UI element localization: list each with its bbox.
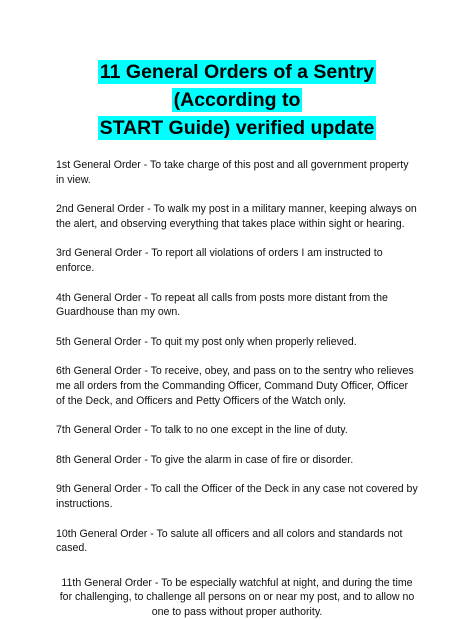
general-order-4: 4th General Order - To repeat all calls from posts more distant from the Guardhouse than my own. xyxy=(56,291,388,319)
general-order-8: 8th General Order - To give the alarm in case of fire or disorder. xyxy=(56,453,354,466)
general-order-7: 7th General Order - To talk to no one except in the line of duty. xyxy=(56,424,348,437)
general-order-6: 6th General Order - To receive, obey, and pass on to the sentry who relieves me all orders from the Commanding Officer, Command Duty Officer, Officer of the Deck, and Officers and Petty Officers of the Watch only. xyxy=(56,365,414,407)
general-order-9: 9th General Order - To call the Officer of the Deck in any case not covered by instructions. xyxy=(56,483,418,510)
general-order-3: 3rd General Order - To report all violations of orders I am instructed to enforce. xyxy=(56,247,383,274)
general-order-1: 1st General Order - To take charge of this post and all government property in view. xyxy=(56,159,409,186)
general-order-2: 2nd General Order - To walk my post in a military manner, keeping always on the alert, and observing everything that takes place within sight or hearing. xyxy=(56,203,417,230)
title-line-1: 11 General Orders of a Sentry (According to xyxy=(99,61,375,111)
general-order-10: 10th General Order - To salute all officers and all colors and standards not cased. xyxy=(56,527,403,555)
general-order-11: 11th General Order - To be especially watchful at night, and during the time for challenging, to challenge all persons on or near my post, and to allow no one to pass without proper authority. xyxy=(59,576,415,618)
title-line-2: START Guide) verified update xyxy=(99,117,375,139)
general-order-5: 5th General Order - To quit my post only when properly relieved. xyxy=(56,335,357,348)
document-title xyxy=(56,58,418,142)
